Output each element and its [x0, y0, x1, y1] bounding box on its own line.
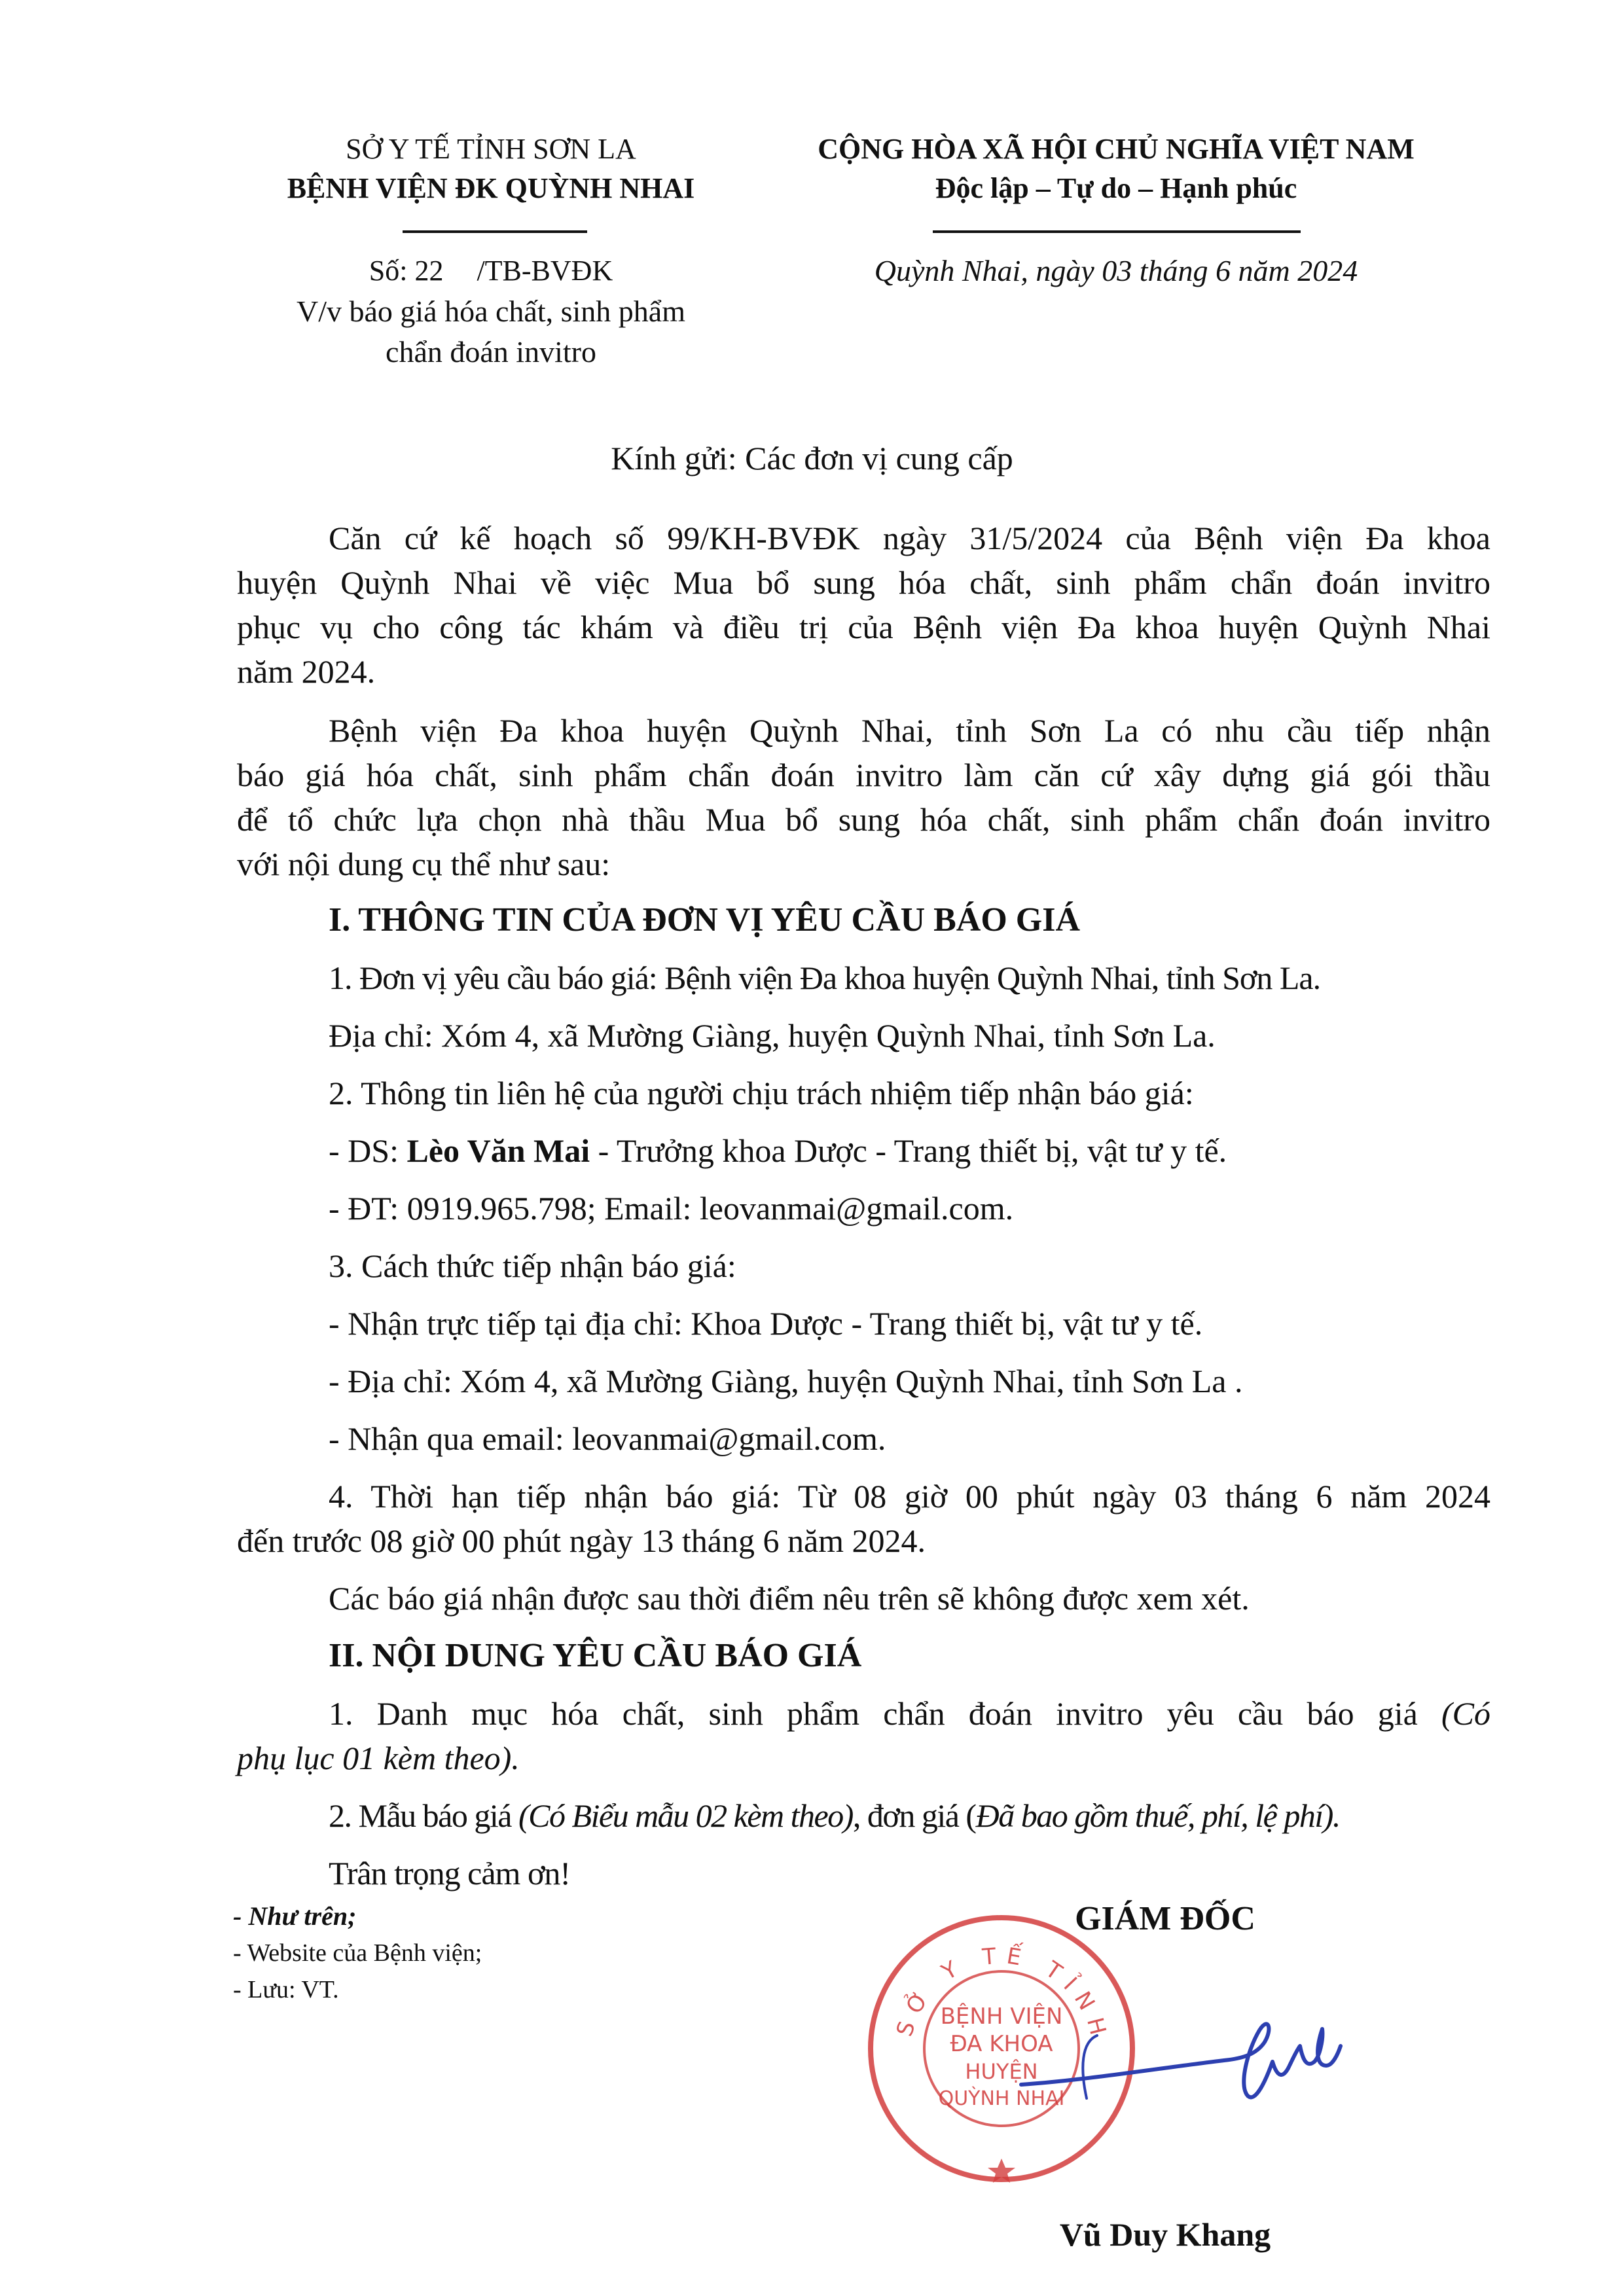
deadline-line-2: đến trước 08 giờ 00 phút ngày 13 tháng 6 năm 2024.	[237, 1522, 926, 1559]
quote-form-line	[329, 1792, 1490, 1839]
department-name: SỞ Y TẾ TỈNH SƠN LA	[346, 133, 636, 165]
hospital-name: BỆNH VIỆN ĐK QUỲNH NHAI	[287, 172, 695, 204]
national-motto: Độc lập – Tự do – Hạnh phúc	[935, 172, 1297, 204]
stamp-line-4: QUỲNH NHAI	[938, 2087, 1065, 2110]
recipients-website: - Website của Bệnh viện;	[233, 1939, 482, 1967]
paragraph-2-line: Bệnh viện Đa khoa huyện Quỳnh Nhai, tỉnh Sơn La có nhu cầu tiếp nhận	[329, 712, 1490, 749]
contact-prefix: - DS:	[329, 1132, 407, 1169]
number-value: 22	[414, 255, 444, 287]
stamp-line-3: HUYỆN	[965, 2059, 1038, 2084]
header-right-divider	[933, 230, 1301, 233]
document-date: Quỳnh Nhai, ngày 03 tháng 6 năm 2024	[874, 254, 1358, 287]
requester-unit: 1. Đơn vị yêu cầu báo giá: Bệnh viện Đa khoa huyện Quỳnh Nhai, tỉnh Sơn La.	[329, 960, 1321, 996]
catalog-line-2: phụ lục 01 kèm theo).	[237, 1740, 520, 1776]
receipt-direct: - Nhận trực tiếp tại địa chỉ: Khoa Dược - Trang thiết bị, vật tư y tế.	[329, 1305, 1203, 1342]
recipients-as-above: - Như trên;	[233, 1901, 357, 1931]
contact-role: - Trưởng khoa Dược - Trang thiết bị, vật tư y tế.	[590, 1132, 1227, 1169]
receipt-email: - Nhận qua email: leovanmai@gmail.com.	[329, 1420, 886, 1457]
catalog-text: 1. Danh mục hóa chất, sinh phẩm chẩn đoán invitro yêu cầu báo giá	[329, 1695, 1441, 1732]
stamp-line-2: ĐA KHOA	[950, 2031, 1053, 2057]
contact-phone-email: - ĐT: 0919.965.798; Email: leovanmai@gmail.com.	[329, 1190, 1014, 1227]
document-number	[196, 250, 785, 292]
recipients-archive: - Lưu: VT.	[233, 1976, 339, 2003]
receipt-direct-address: - Địa chỉ: Xóm 4, xã Mường Giàng, huyện Quỳnh Nhai, tỉnh Sơn La .	[329, 1363, 1243, 1399]
director-signature	[1008, 1970, 1348, 2140]
stamp-ring-text: SỞ Y TẾ TỈNH	[891, 1943, 1113, 2047]
quote-form-text: 2. Mẫu báo giá	[329, 1797, 518, 1834]
recipient-line: Kính gửi: Các đơn vị cung cấp	[611, 440, 1013, 476]
signature-graphic	[1008, 1970, 1348, 2140]
director-title: GIÁM ĐỐC	[1075, 1900, 1255, 1937]
catalog-line-1	[329, 1690, 1490, 1737]
paragraph-2-line: báo giá hóa chất, sinh phẩm chẩn đoán invitro làm căn cứ xây dựng giá gói thầu	[237, 757, 1490, 793]
paragraph-2-line: để tổ chức lựa chọn nhà thầu Mua bổ sung hóa chất, sinh phẩm chẩn đoán invitro	[237, 801, 1490, 838]
late-quote-note: Các báo giá nhận được sau thời điểm nêu trên sẽ không được xem xét.	[329, 1580, 1250, 1617]
unit-price-note: Đã bao gồm thuế, phí, lệ phí).	[975, 1797, 1340, 1834]
subject-line-1: V/v báo giá hóa chất, sinh phẩm	[296, 295, 686, 328]
number-suffix: /TB-BVĐK	[477, 255, 613, 287]
receipt-method-heading: 3. Cách thức tiếp nhận báo giá:	[329, 1247, 736, 1284]
director-name: Vũ Duy Khang	[1059, 2216, 1271, 2253]
paragraph-2-line: với nội dung cụ thể như sau:	[237, 846, 611, 882]
deadline-line-1: 4. Thời hạn tiếp nhận báo giá: Từ 08 giờ 00 phút ngày 03 tháng 6 năm 2024	[329, 1478, 1490, 1515]
country-name: CỘNG HÒA XÃ HỘI CHỦ NGHĨA VIỆT NAM	[818, 133, 1415, 165]
contact-person	[329, 1127, 1490, 1174]
header-left-divider	[403, 230, 587, 233]
thanks-line: Trân trọng cảm ơn!	[329, 1855, 571, 1892]
contact-info-heading: 2. Thông tin liên hệ của người chịu trách nhiệm tiếp nhận báo giá:	[329, 1075, 1194, 1111]
subject-line-2: chẩn đoán invitro	[386, 335, 596, 368]
section-2-title: II. NỘI DUNG YÊU CẦU BÁO GIÁ	[329, 1637, 862, 1674]
paragraph-1-line: phục vụ cho công tác khám và điều trị của Bệnh viện Đa khoa huyện Quỳnh Nhai	[237, 609, 1490, 645]
paragraph-1-line: Căn cứ kế hoạch số 99/KH-BVĐK ngày 31/5/2024 của Bệnh viện Đa khoa	[329, 520, 1490, 556]
paragraph-1-line: huyện Quỳnh Nhai về việc Mua bổ sung hóa chất, sinh phẩm chẩn đoán invitro	[237, 564, 1490, 601]
unit-price-text: , đơn giá (	[852, 1797, 976, 1834]
section-1-title: I. THÔNG TIN CỦA ĐƠN VỊ YÊU CẦU BÁO GIÁ	[329, 901, 1081, 939]
paragraph-1-line: năm 2024.	[237, 653, 376, 690]
number-prefix: Số:	[369, 255, 408, 287]
catalog-note-start: (Có	[1441, 1695, 1490, 1732]
stamp-line-1: BỆNH VIỆN	[940, 2003, 1063, 2030]
quote-form-note: (Có Biểu mẫu 02 kèm theo)	[518, 1797, 853, 1834]
requester-address: Địa chỉ: Xóm 4, xã Mường Giàng, huyện Quỳnh Nhai, tỉnh Sơn La.	[329, 1017, 1216, 1054]
contact-name: Lèo Văn Mai	[406, 1132, 590, 1169]
